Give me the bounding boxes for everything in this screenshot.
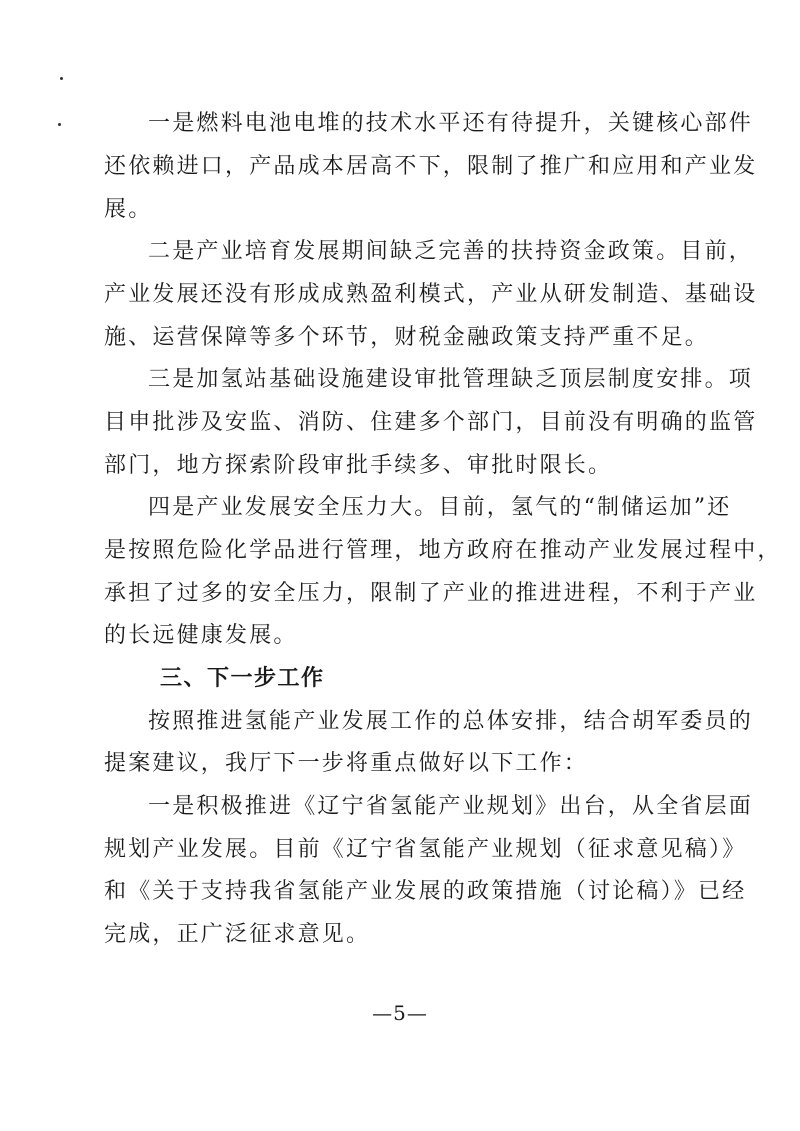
- paragraph-line: 承担了过多的安全压力，限制了产业的推进进程，不利于产业: [104, 581, 758, 606]
- paragraph-line: 产业发展还没有形成成熟盈利模式，产业从研发制造、基础设: [104, 282, 758, 307]
- paragraph-line: 的长远健康发展。: [104, 623, 298, 648]
- paragraph-line: 二是产业培育发展期间缺乏完善的扶持资金政策。目前，: [148, 239, 754, 264]
- paragraph-line: 展。: [104, 197, 153, 222]
- paragraph-line: 四是产业发展安全压力大。目前，氢气的“制储运加”还: [148, 495, 732, 520]
- paragraph-line: 一是燃料电池电堆的技术水平还有待提升，关键核心部件: [148, 111, 754, 136]
- scan-mark: [58, 123, 61, 126]
- paragraph-line: 部门，地方探索阶段审批手续多、审批时限长。: [104, 453, 613, 478]
- paragraph-line: 规划产业发展。目前《辽宁省氢能产业规划（征求意见稿）》: [104, 837, 747, 862]
- page-number: —5—: [372, 1001, 428, 1025]
- section-heading: 三、下一步工作: [160, 666, 325, 691]
- paragraph-line: 是按照危险化学品进行管理，地方政府在推动产业发展过程中，: [104, 538, 782, 563]
- paragraph-line: 目申批涉及安监、消防、住建多个部门，目前没有明确的监管: [104, 410, 758, 435]
- paragraph-line: 施、运营保障等多个环节，财税金融政策支持严重不足。: [104, 325, 710, 350]
- paragraph-line: 一是积极推进《辽宁省氢能产业规划》出台，从全省层面: [148, 794, 754, 819]
- paragraph-line: 三是加氢站基础设施建设审批管理缺乏顶层制度安排。项: [148, 367, 754, 392]
- paragraph-line: 还依赖进口，产品成本居高不下，限制了推广和应用和产业发: [104, 154, 758, 179]
- paragraph-line: 完成，正广泛征求意见。: [104, 922, 371, 947]
- scan-mark: [60, 77, 63, 80]
- paragraph-line: 按照推进氢能产业发展工作的总体安排，结合胡军委员的: [148, 709, 754, 734]
- paragraph-line: 提案建议，我厅下一步将重点做好以下工作：: [104, 751, 589, 776]
- paragraph-line: 和《关于支持我省氢能产业发展的政策措施（讨论稿）》已经: [104, 879, 747, 904]
